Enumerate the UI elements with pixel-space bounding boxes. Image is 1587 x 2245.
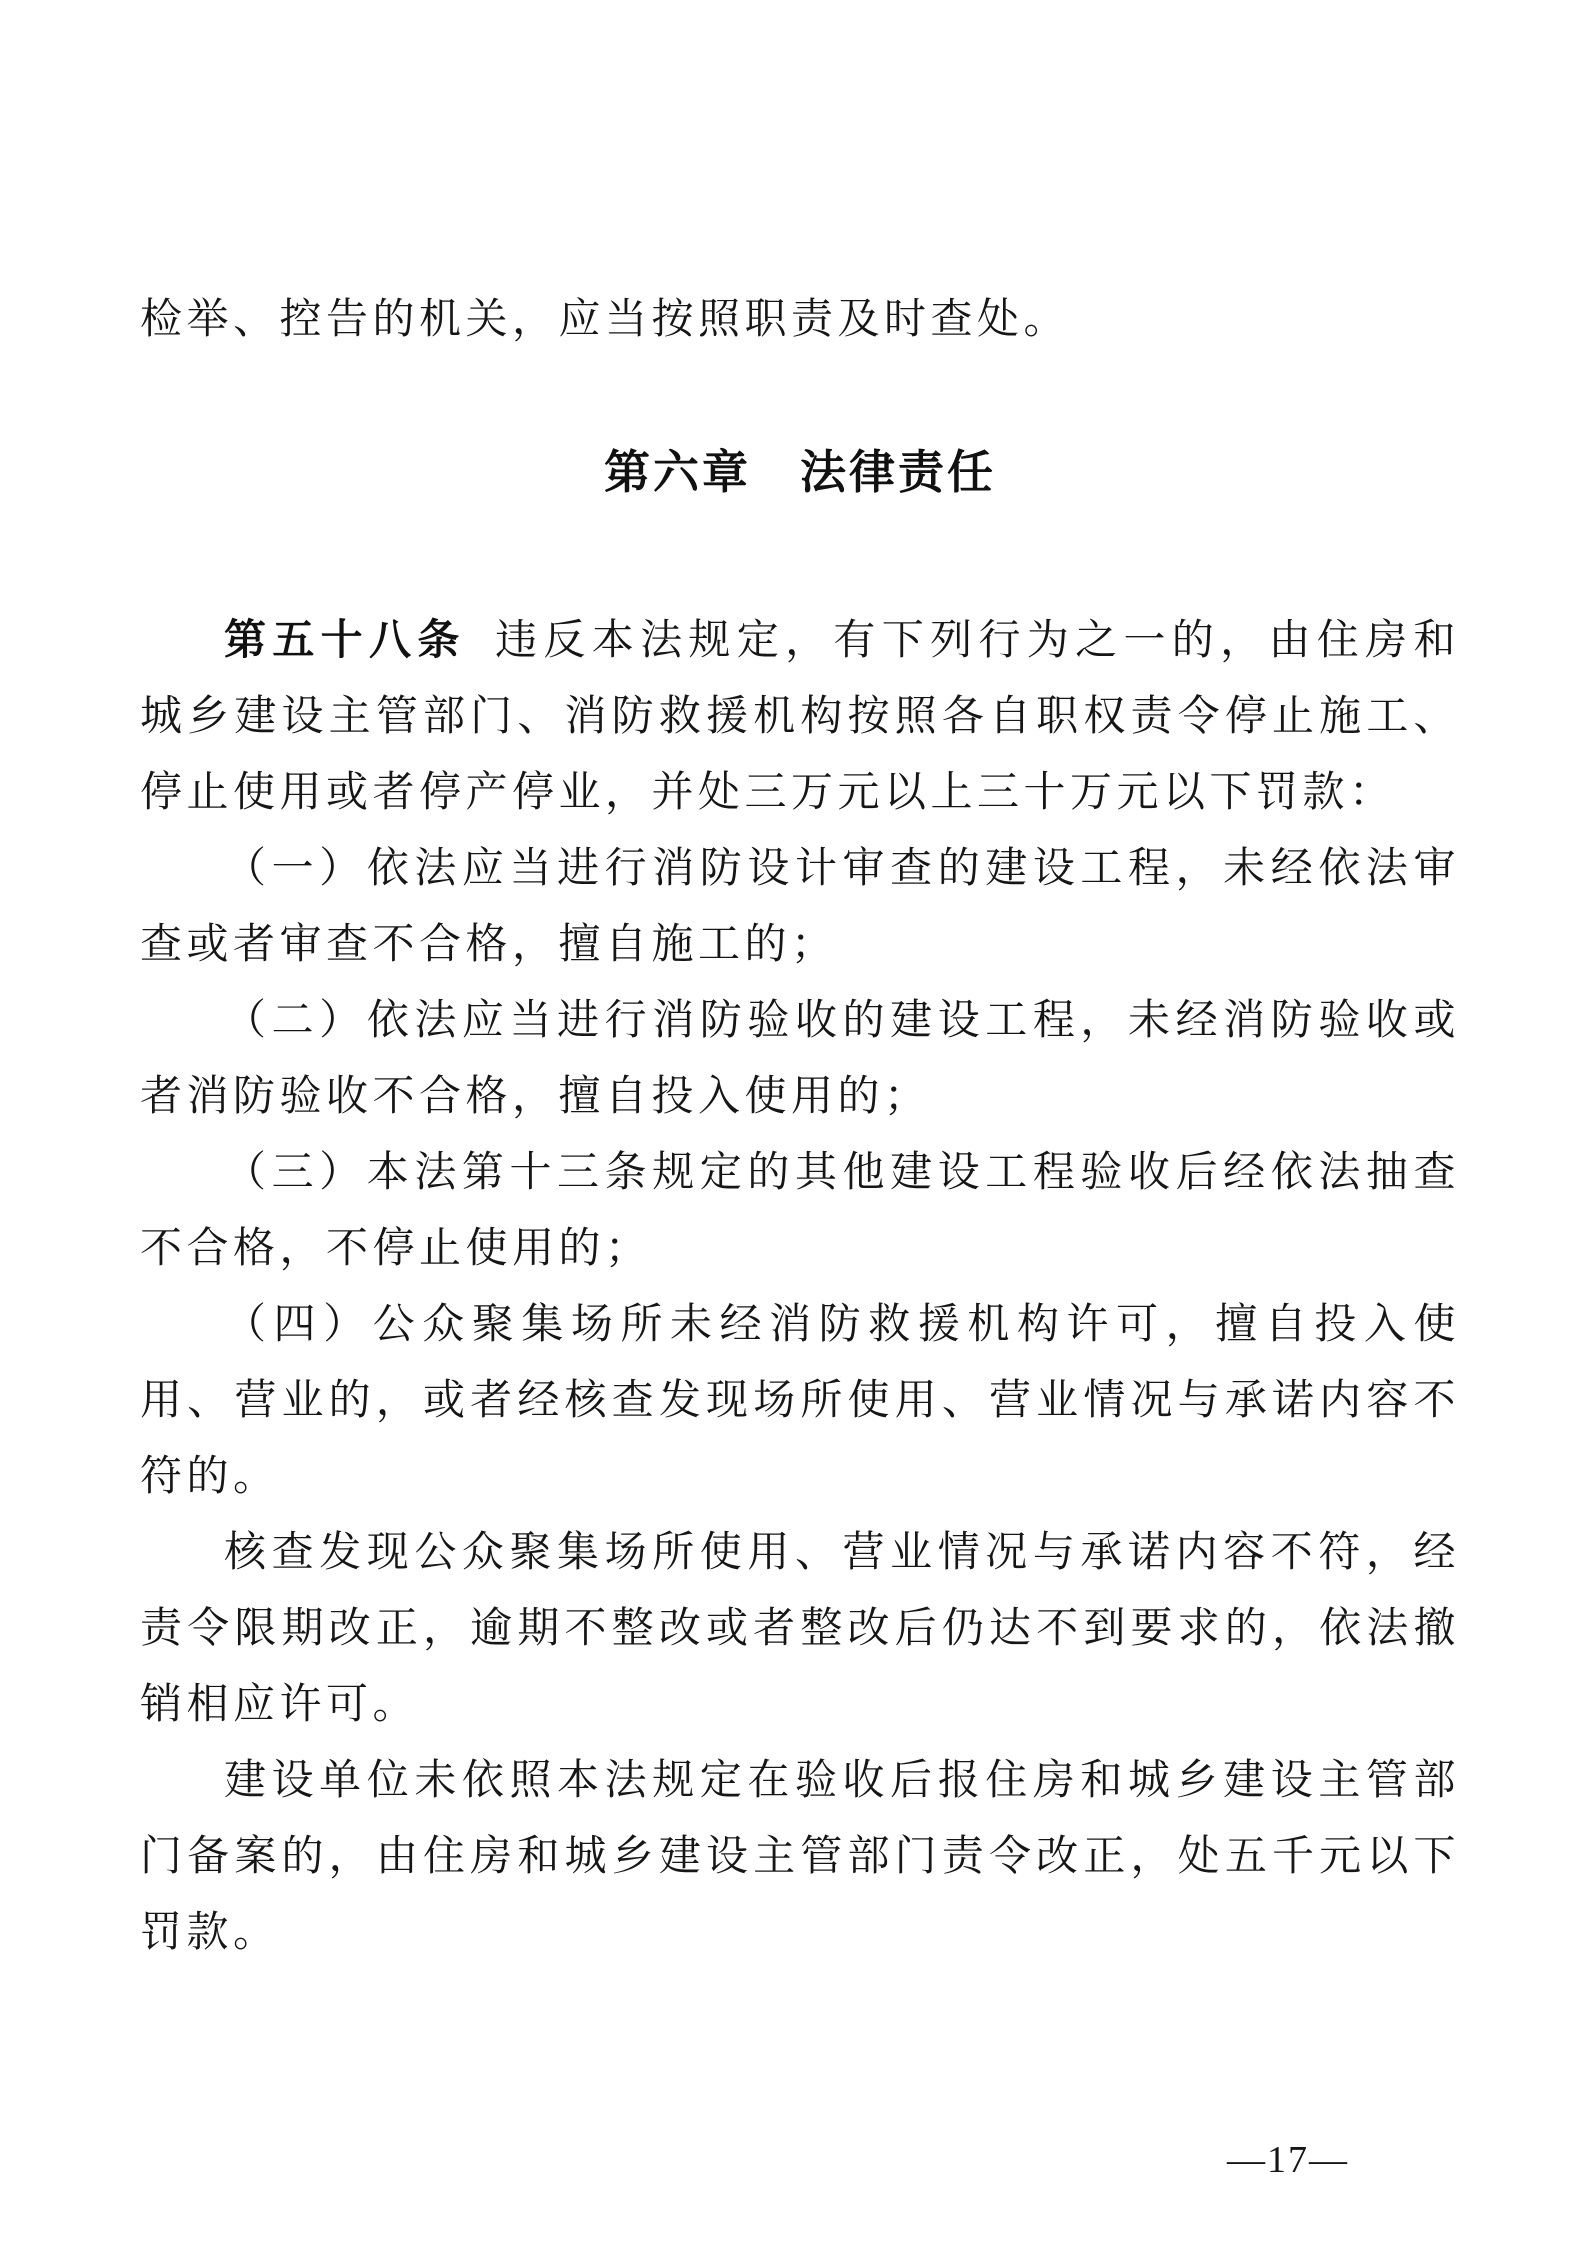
article-item-1: （一）依法应当进行消防设计审查的建设工程，未经依法审查或者审查不合格，擅自施工的； (140, 846, 1460, 968)
closing-paragraph-2: 建设单位未依照本法规定在验收后报住房和城乡建设主管部门备案的，由住房和城乡建设主管部门责令改正，处五千元以下罚款。 (140, 1758, 1460, 1956)
article-item-4: （四）公众聚集场所未经消防救援机构许可，擅自投入使用、营业的，或者经核查发现场所使用、营业情况与承诺内容不符的。 (140, 1302, 1460, 1500)
continuation-paragraph: 检举、控告的机关，应当按照职责及时查处。 (140, 297, 1071, 343)
article-item-3: （三）本法第十三条规定的其他建设工程验收后经依法抽查不合格，不停止使用的； (140, 1150, 1460, 1272)
chapter-heading: 第六章 法律责任 (604, 446, 996, 498)
article-number: 第五十八条 (224, 616, 466, 663)
article-intro-text: 违反本法规定，有下列行为之一的，由住房和城乡建设主管部门、消防救援机构按照各自职权责令停止施工、停止使用或者停产停业，并处三万元以上三十万元以下罚款： (140, 618, 1460, 816)
article-item-2: （二）依法应当进行消防验收的建设工程，未经消防验收或者消防验收不合格，擅自投入使用的； (140, 998, 1460, 1120)
closing-paragraph-1: 核查发现公众聚集场所使用、营业情况与承诺内容不符，经责令限期改正，逾期不整改或者整改后仍达不到要求的，依法撤销相应许可。 (140, 1530, 1460, 1728)
page-number: —17— (1227, 2139, 1349, 2181)
page-content (140, 282, 1460, 1971)
article-paragraph (140, 602, 1460, 831)
